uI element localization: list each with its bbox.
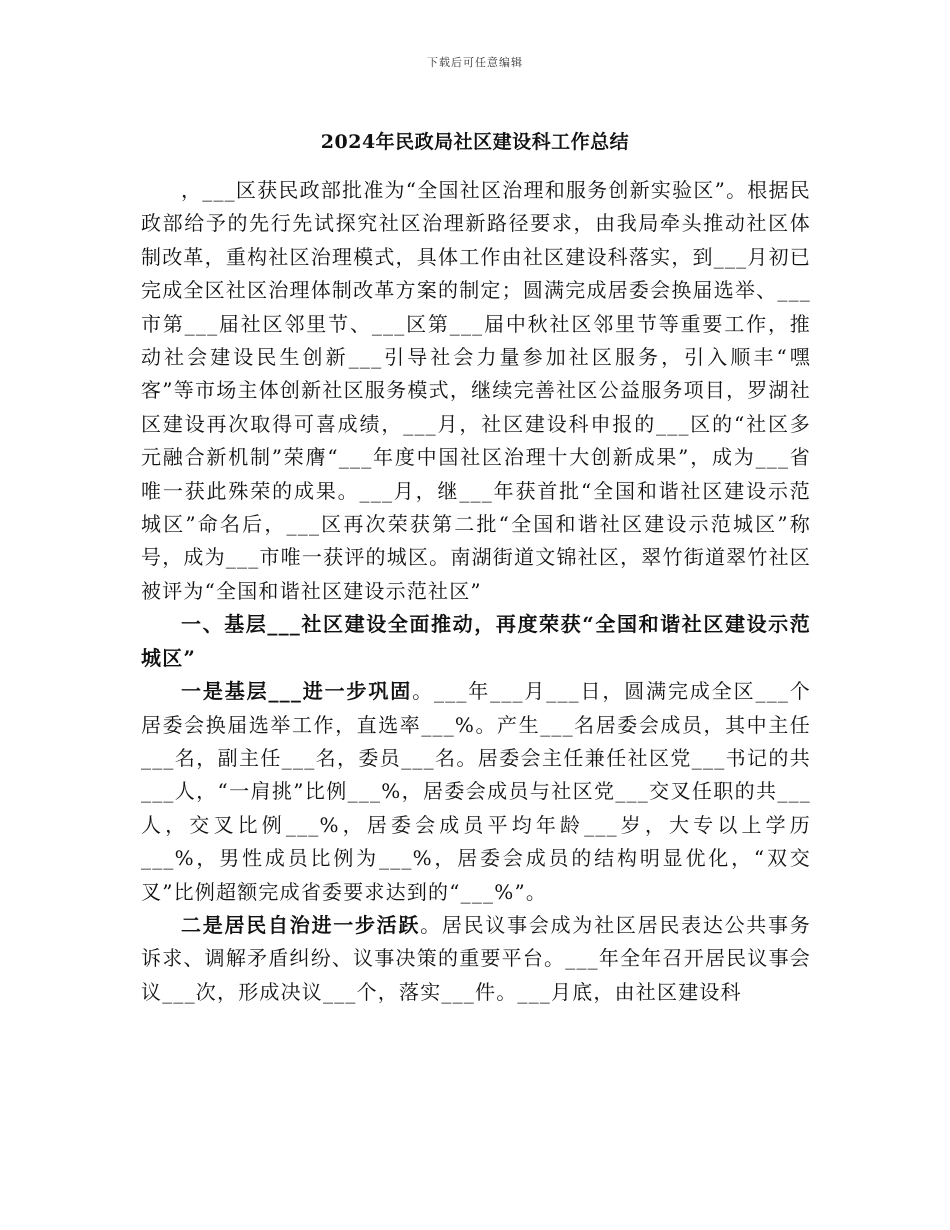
item-1-lead: 一是基层___进一步巩固	[181, 679, 413, 704]
item-1-paragraph	[141, 675, 811, 909]
item-2-lead: 二是居民自治进一步活跃	[181, 912, 421, 937]
item-1-text: 。___年___月___日，圆满完成全区___个居委会换届选举工作，直选率___%。产生___名居委会成员，其中主任___名，副主任___名，委员___名。居委会主任兼任社区党___书记的共___人，“一肩挑”比例___%，居委会成员与社区党___交叉任职的共___人，交叉比例___%，居委会成员平均年龄___岁，大专以上学历___%，男性成员比例为___%，居委会成员的结构明显优化，“双交叉”比例超额完成省委要求达到的“___%”。	[141, 679, 811, 904]
section-1-heading: 一、基层___社区建设全面推动，再度荣获“全国和谐社区建设示范城区”	[141, 612, 811, 670]
document-body	[141, 174, 811, 1009]
item-2-text: 。居民议事会成为社区居民表达公共事务诉求、调解矛盾纠纷、议事决策的重要平台。___年全年召开居民议事会议___次，形成决议___个，落实___件。___月底，由社区建设科	[141, 912, 811, 1004]
item-2-paragraph	[141, 909, 811, 1009]
document-title: 2024年民政局社区建设科工作总结	[320, 131, 630, 153]
intro-paragraph: ，___区获民政部批准为“全国社区治理和服务创新实验区”。根据民政部给予的先行先试探究社区治理新路径要求，由我局牵头推动社区体制改革，重构社区治理模式，具体工作由社区建设科落实，到___月初已完成全区社区治理体制改革方案的制定；圆满完成居委会换届选举、___市第___届社区邻里节、___区第___届中秋社区邻里节等重要工作，推动社会建设民生创新___引导社会力量参加社区服务，引入顺丰“嘿客”等市场主体创新社区服务模式，继续完善社区公益服务项目，罗湖社区建设再次取得可喜成绩，___月，社区建设科申报的___区的“社区多元融合新机制”荣膺“___年度中国社区治理十大创新成果”，成为___省唯一获此殊荣的成果。___月，继___年获首批“全国和谐社区建设示范城区”命名后，___区再次荣获第二批“全国和谐社区建设示范城区”称号，成为___市唯一获评的城区。南湖街道文锦社区，翠竹街道翠竹社区被评为“全国和谐社区建设示范社区”	[141, 178, 811, 603]
header-note: 下载后可任意编辑	[427, 56, 523, 69]
